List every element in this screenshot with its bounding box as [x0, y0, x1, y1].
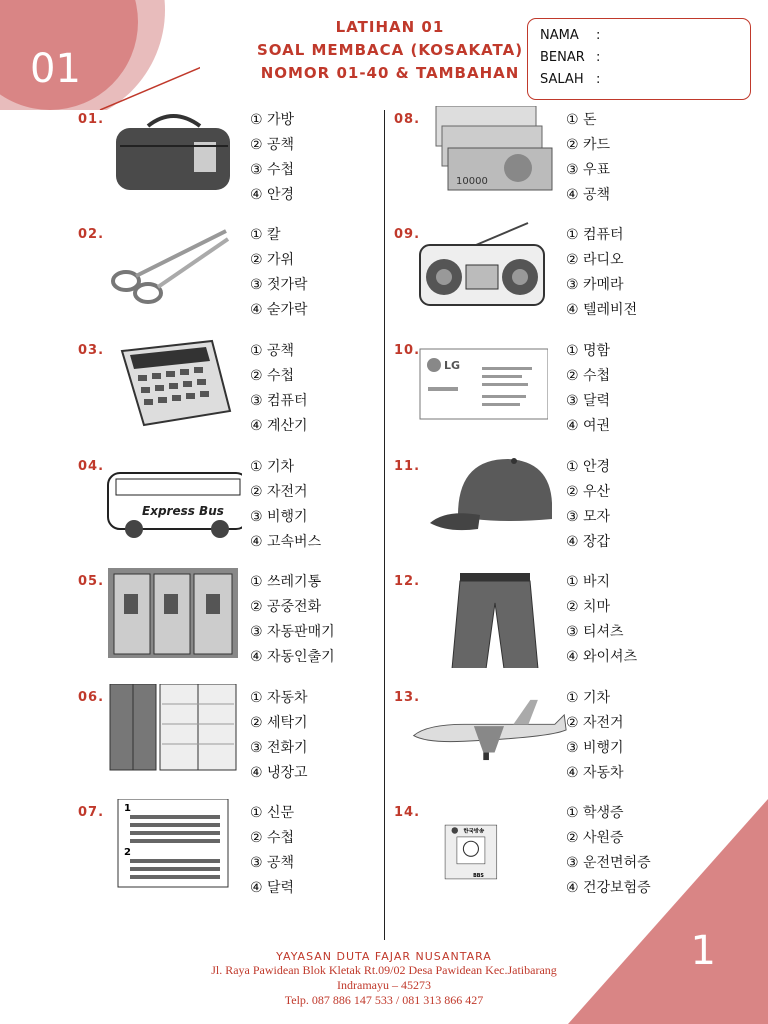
question-13: 13. ① 기차 ② 자전거 ③ 비행기 ④ 자동차 [394, 690, 768, 800]
options [250, 108, 294, 208]
option-2[interactable]: ② 라디오 [566, 252, 624, 268]
option-4[interactable]: ④ 와이셔츠 [566, 649, 638, 665]
option-1[interactable]: ① 칼 [250, 227, 281, 243]
options [250, 570, 335, 670]
option-4[interactable]: ④ 달력 [250, 880, 295, 896]
option-4[interactable]: ④ 자동차 [566, 765, 624, 781]
question-04: 04. Express Bus ① 기차 ② 자전거 ③ 비행기 ④ 고속버스 [78, 459, 458, 569]
option-1[interactable]: ① 기차 [566, 690, 611, 706]
footer-city: Indramayu – 45273 [337, 978, 431, 992]
lesson-number: 01 [30, 46, 81, 92]
option-3[interactable]: ③ 자동판매기 [250, 624, 335, 640]
question-08: 08. 10000 ① 돈 ② 카드 ③ 우표 ④ 공책 [394, 112, 768, 222]
option-1[interactable]: ① 가방 [250, 112, 295, 128]
option-3[interactable]: ③ 카메라 [566, 277, 624, 293]
title-line-2: SOAL MEMBACA (KOSAKATA) [256, 41, 524, 59]
question-10: 10. LG ① 명함 ② 수첩 ③ 달력 ④ 여권 [394, 343, 768, 453]
option-2[interactable]: ② 우산 [566, 484, 611, 500]
option-1[interactable]: ① 돈 [566, 112, 597, 128]
question-11: 11. ① 안경 ② 우산 ③ 모자 ④ 장갑 [394, 459, 768, 569]
options [566, 570, 637, 670]
svg-text:2: 2 [124, 847, 131, 858]
options [250, 801, 294, 901]
question-14: 14. 한국방송 BBS ① 학생증 ② 사원증 ③ 운전면허증 ④ 건강보험증 [394, 805, 768, 915]
card-logo: LG [444, 359, 461, 372]
options [566, 223, 637, 323]
footer-phone: Telp. 087 886 147 533 / 081 313 866 427 [284, 993, 484, 1007]
option-4[interactable]: ④ 고속버스 [250, 534, 322, 550]
business-card-icon [418, 337, 548, 427]
option-4[interactable]: ④ 장갑 [566, 534, 611, 550]
id-card-icon [444, 799, 514, 905]
option-4[interactable]: ④ 건강보험증 [566, 880, 651, 896]
option-4[interactable]: ④ 안경 [250, 187, 295, 203]
cap-icon [428, 453, 558, 543]
question-01: 01. ① 가방 ② 공책 ③ 수첩 ④ 안경 [78, 112, 458, 222]
options [250, 455, 321, 555]
option-4[interactable]: ④ 냉장고 [250, 765, 308, 781]
question-03: 03. ① 공책 ② 수첩 ③ 컴퓨터 ④ 계산기 [78, 343, 458, 453]
options [566, 108, 610, 208]
options [566, 339, 610, 439]
option-3[interactable]: ③ 달력 [566, 393, 611, 409]
footer-address: Jl. Raya Pawidean Blok Kletak Rt.09/02 Desa Pawidean Kec.Jatibarang [211, 963, 557, 977]
option-4[interactable]: ④ 공책 [566, 187, 611, 203]
refrigerator-icon [108, 684, 238, 774]
option-3[interactable]: ③ 비행기 [566, 740, 624, 756]
airplane-icon [408, 684, 568, 774]
option-2[interactable]: ② 가위 [250, 252, 295, 268]
options [566, 686, 624, 786]
calculator-icon [108, 337, 238, 427]
option-2[interactable]: ② 수첩 [250, 368, 295, 384]
option-4[interactable]: ④ 자동인출기 [250, 649, 335, 665]
options [250, 339, 308, 439]
option-3[interactable]: ③ 비행기 [250, 509, 308, 525]
question-05: 05. ① 쓰레기통 ② 공중전화 ③ 자동판매기 ④ 자동인출기 [78, 574, 458, 684]
option-2[interactable]: ② 수첩 [250, 830, 295, 846]
question-02: 02. ① 칼 ② 가위 ③ 젓가락 ④ 숟가락 [78, 227, 458, 337]
option-3[interactable]: ③ 모자 [566, 509, 611, 525]
option-3[interactable]: ③ 운전면허증 [566, 855, 651, 871]
money-icon [428, 106, 558, 196]
svg-text:1: 1 [124, 803, 131, 814]
page-title [230, 16, 550, 85]
name-field[interactable]: NAMA : [540, 28, 601, 43]
wrong-field[interactable]: SALAH : [540, 72, 601, 87]
option-2[interactable]: ② 수첩 [566, 368, 611, 384]
option-2[interactable]: ② 공책 [250, 137, 295, 153]
option-2[interactable]: ② 카드 [566, 137, 611, 153]
option-2[interactable]: ② 자전거 [250, 484, 308, 500]
bus-icon [92, 453, 242, 543]
option-2[interactable]: ② 치마 [566, 599, 611, 615]
options [250, 223, 308, 323]
option-3[interactable]: ③ 티셔츠 [566, 624, 624, 640]
option-1[interactable]: ① 신문 [250, 805, 295, 821]
money-value: 10000 [456, 176, 488, 187]
option-4[interactable]: ④ 계산기 [250, 418, 308, 434]
question-06: 06. ① 자동차 ② 세탁기 ③ 전화기 ④ 냉장고 [78, 690, 458, 800]
title-line-1: LATIHAN 01 [335, 18, 445, 36]
option-2[interactable]: ② 자전거 [566, 715, 624, 731]
option-2[interactable]: ② 사원증 [566, 830, 624, 846]
option-2[interactable]: ② 세탁기 [250, 715, 308, 731]
phone-booth-icon [108, 568, 238, 658]
option-1[interactable]: ① 안경 [566, 459, 611, 475]
option-1[interactable]: ① 학생증 [566, 805, 624, 821]
correct-field[interactable]: BENAR : [540, 50, 601, 65]
question-07: 07. 1 2 ① 신문 ② 수첩 ③ 공책 ④ 달력 [78, 805, 458, 915]
footer-org: YAYASAN DUTA FAJAR NUSANTARA [276, 950, 492, 963]
scissors-icon [108, 221, 238, 311]
option-4[interactable]: ④ 숟가락 [250, 302, 308, 318]
radio-icon [416, 221, 546, 311]
option-3[interactable]: ③ 젓가락 [250, 277, 308, 293]
calendar-icon [108, 799, 238, 889]
option-3[interactable]: ③ 전화기 [250, 740, 308, 756]
option-4[interactable]: ④ 여권 [566, 418, 611, 434]
option-3[interactable]: ③ 컴퓨터 [250, 393, 308, 409]
footer [0, 950, 768, 1008]
trousers-icon [434, 568, 564, 668]
id-card-footer: BBS [473, 873, 484, 879]
page-number: 1 [690, 928, 716, 974]
question-09: 09. ① 컴퓨터 ② 라디오 ③ 카메라 ④ 텔레비전 [394, 227, 768, 337]
option-1[interactable]: ① 기차 [250, 459, 295, 475]
option-1[interactable]: ① 쓰레기통 [250, 574, 322, 590]
option-1[interactable]: ① 바지 [566, 574, 611, 590]
option-1[interactable]: ① 자동차 [250, 690, 308, 706]
option-1[interactable]: ① 컴퓨터 [566, 227, 624, 243]
option-3[interactable]: ③ 공책 [250, 855, 295, 871]
option-4[interactable]: ④ 텔레비전 [566, 302, 638, 318]
student-info-box [527, 18, 751, 100]
option-3[interactable]: ③ 수첩 [250, 162, 295, 178]
title-line-3: NOMOR 01-40 & TAMBAHAN [260, 64, 520, 82]
id-card-header: 한국방송 [463, 828, 485, 835]
question-12: 12. ① 바지 ② 치마 ③ 티셔츠 ④ 와이셔츠 [394, 574, 768, 684]
option-3[interactable]: ③ 우표 [566, 162, 611, 178]
bus-label: Express Bus [142, 504, 224, 518]
bag-icon [108, 106, 238, 196]
option-1[interactable]: ① 명함 [566, 343, 611, 359]
options [250, 686, 308, 786]
option-1[interactable]: ① 공책 [250, 343, 295, 359]
options [566, 455, 610, 555]
option-2[interactable]: ② 공중전화 [250, 599, 322, 615]
